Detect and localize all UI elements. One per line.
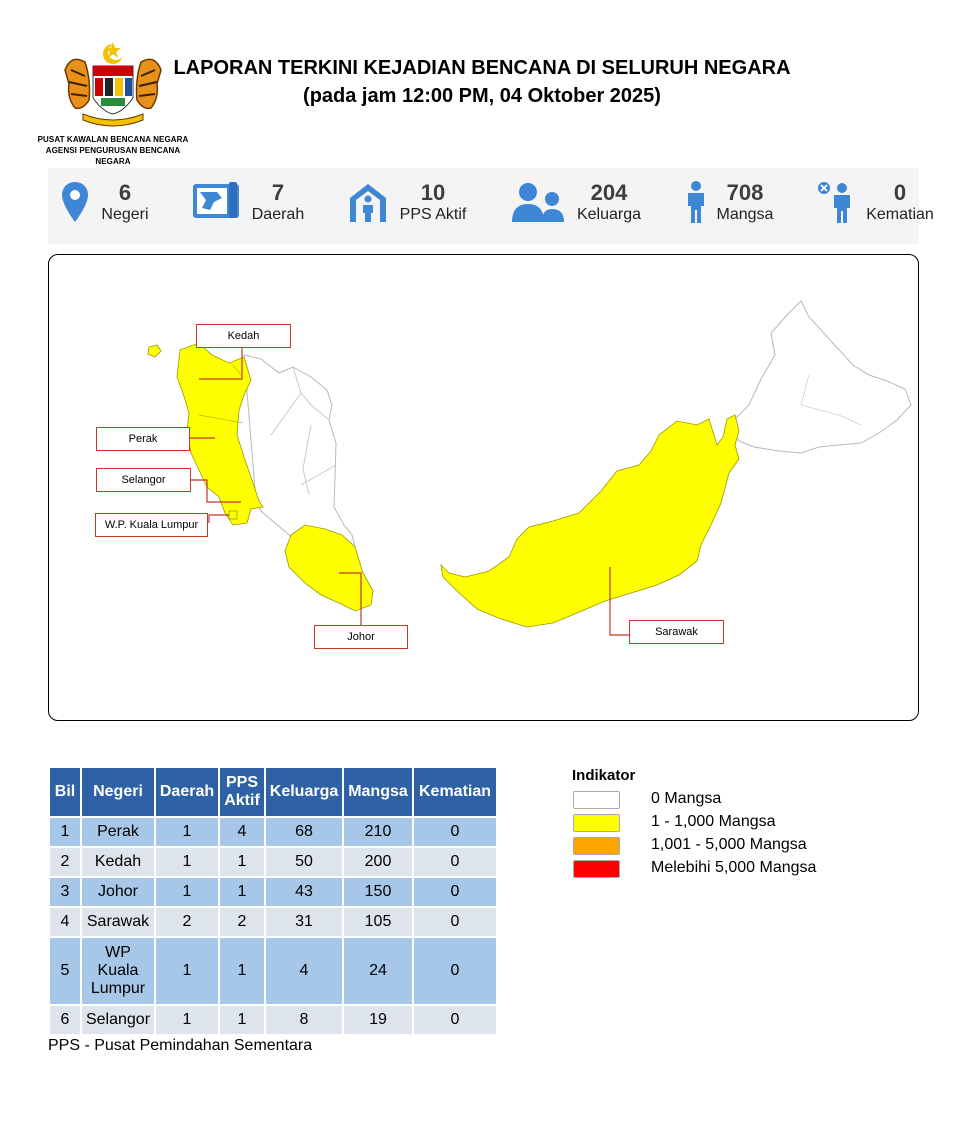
table-row xyxy=(50,818,496,846)
cell-negeri: Selangor xyxy=(82,1006,154,1034)
legend-swatch xyxy=(573,814,620,832)
table-row xyxy=(50,848,496,876)
cell-daerah: 2 xyxy=(156,908,218,936)
cell-keluarga: 43 xyxy=(266,878,342,906)
legend-item xyxy=(572,812,892,835)
summary-stats-bar xyxy=(48,168,934,244)
legend-swatch xyxy=(573,837,620,855)
cell-pps: 1 xyxy=(220,938,264,1004)
stat-keluarga-value: 204 xyxy=(590,180,628,205)
state-sabah xyxy=(729,301,911,453)
stat-pps-value: 10 xyxy=(420,180,446,205)
legend-swatch xyxy=(573,860,620,878)
cell-daerah: 1 xyxy=(156,848,218,876)
island-langkawi xyxy=(148,345,161,357)
agency-line-1: PUSAT KAWALAN BENCANA NEGARA xyxy=(37,135,189,144)
table-row xyxy=(50,908,496,936)
cell-keluarga: 4 xyxy=(266,938,342,1004)
legend-item xyxy=(572,789,892,812)
stat-kematian-label: Kematian xyxy=(866,206,934,223)
col-negeri: Negeri xyxy=(82,768,154,816)
table-row xyxy=(50,1006,496,1034)
cell-kematian: 0 xyxy=(414,1006,496,1034)
cell-daerah: 1 xyxy=(156,818,218,846)
cell-pps: 1 xyxy=(220,878,264,906)
state-wp-kl xyxy=(229,511,237,519)
cell-keluarga: 68 xyxy=(266,818,342,846)
stat-daerah-label: Daerah xyxy=(251,206,305,223)
legend-title: Indikator xyxy=(572,767,636,784)
legend-item xyxy=(572,858,892,881)
col-mangsa: Mangsa xyxy=(344,768,412,816)
state-summary-table xyxy=(48,766,498,1036)
cell-negeri: Johor xyxy=(82,878,154,906)
cell-mangsa: 200 xyxy=(344,848,412,876)
cell-kematian: 0 xyxy=(414,938,496,1004)
cell-bil: 4 xyxy=(50,908,80,936)
cell-keluarga: 8 xyxy=(266,1006,342,1034)
cell-keluarga: 31 xyxy=(266,908,342,936)
legend-item xyxy=(572,835,892,858)
cell-daerah: 1 xyxy=(156,878,218,906)
stat-keluarga-label: Keluarga xyxy=(576,206,642,223)
cell-mangsa: 210 xyxy=(344,818,412,846)
table-row xyxy=(50,938,496,1004)
stat-negeri-label: Negeri xyxy=(101,206,149,223)
report-title: LAPORAN TERKINI KEJADIAN BENCANA DI SELURUH NEGARA xyxy=(173,57,791,79)
cell-mangsa: 105 xyxy=(344,908,412,936)
map-label-johor: Johor xyxy=(314,625,408,649)
cell-kematian: 0 xyxy=(414,848,496,876)
stat-negeri-value: 6 xyxy=(118,180,132,205)
map-label-perak: Perak xyxy=(96,427,190,451)
stat-daerah-value: 7 xyxy=(271,180,285,205)
col-daerah: Daerah xyxy=(156,768,218,816)
cell-negeri: WP Kuala Lumpur xyxy=(82,938,154,1004)
map-label-selangor: Selangor xyxy=(96,468,191,492)
family-icon xyxy=(510,180,566,224)
cell-kematian: 0 xyxy=(414,818,496,846)
map-legend xyxy=(572,767,892,881)
stat-kematian-value: 0 xyxy=(893,180,907,205)
cell-bil: 5 xyxy=(50,938,80,1004)
cell-bil: 3 xyxy=(50,878,80,906)
cell-pps: 1 xyxy=(220,1006,264,1034)
map-label-sarawak: Sarawak xyxy=(629,620,724,644)
col-pps-aktif: PPS Aktif xyxy=(220,768,264,816)
legend-label: 0 Mangsa xyxy=(651,790,722,807)
cell-bil: 6 xyxy=(50,1006,80,1034)
map-label-wp-kl: W.P. Kuala Lumpur xyxy=(95,513,208,537)
legend-swatch xyxy=(573,791,620,809)
cell-kematian: 0 xyxy=(414,878,496,906)
cell-negeri: Kedah xyxy=(82,848,154,876)
col-keluarga: Keluarga xyxy=(266,768,342,816)
legend-label: Melebihi 5,000 Mangsa xyxy=(651,859,817,876)
cell-daerah: 1 xyxy=(156,938,218,1004)
map-label-kedah: Kedah xyxy=(196,324,291,348)
cell-kematian: 0 xyxy=(414,908,496,936)
stat-mangsa-label: Mangsa xyxy=(716,206,774,223)
malaysia-map xyxy=(48,254,919,721)
legend-label: 1 - 1,000 Mangsa xyxy=(651,813,776,830)
cell-daerah: 1 xyxy=(156,1006,218,1034)
coat-of-arms-logo xyxy=(61,40,165,128)
cell-negeri: Sarawak xyxy=(82,908,154,936)
cell-pps: 2 xyxy=(220,908,264,936)
cell-pps: 4 xyxy=(220,818,264,846)
table-row xyxy=(50,878,496,906)
legend-label: 1,001 - 5,000 Mangsa xyxy=(651,836,807,853)
cell-pps: 1 xyxy=(220,848,264,876)
report-title-block xyxy=(170,54,794,110)
col-bil: Bil xyxy=(50,768,80,816)
cell-bil: 1 xyxy=(50,818,80,846)
agency-line-2: AGENSI PENGURUSAN BENCANA NEGARA xyxy=(45,146,181,166)
cell-negeri: Perak xyxy=(82,818,154,846)
cell-keluarga: 50 xyxy=(266,848,342,876)
cell-bil: 2 xyxy=(50,848,80,876)
cell-mangsa: 19 xyxy=(344,1006,412,1034)
cell-mangsa: 24 xyxy=(344,938,412,1004)
state-johor xyxy=(285,525,373,611)
stat-mangsa-value: 708 xyxy=(726,180,764,205)
pps-footnote: PPS - Pusat Pemindahan Sementara xyxy=(48,1037,313,1054)
state-sarawak xyxy=(441,415,739,627)
col-kematian: Kematian xyxy=(414,768,496,816)
cell-mangsa: 150 xyxy=(344,878,412,906)
report-timestamp: (pada jam 12:00 PM, 04 Oktober 2025) xyxy=(303,85,661,107)
table-header-row xyxy=(50,768,496,816)
stat-pps-label: PPS Aktif xyxy=(399,206,467,223)
